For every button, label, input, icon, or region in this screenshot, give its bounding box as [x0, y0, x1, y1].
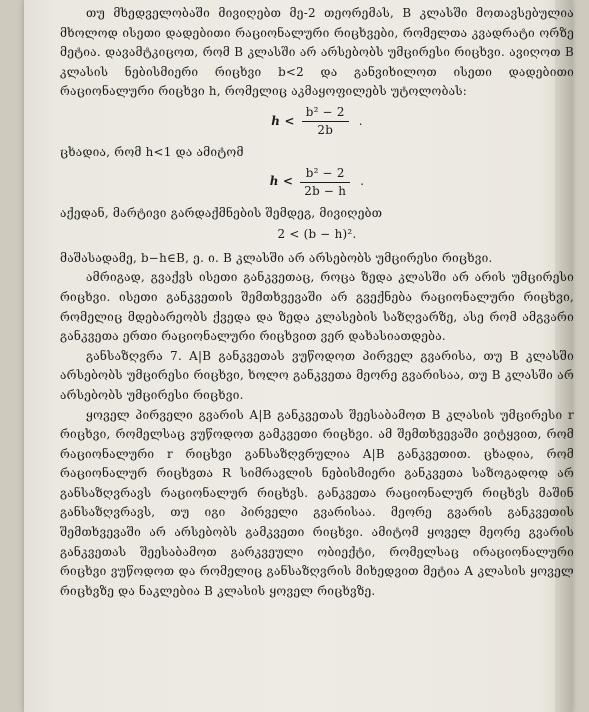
paragraph-1: თუ მხედველობაში მივიღებთ მე-2 თეორემას, B კლასში მოთავსებულია მხოლოდ ისეთი დადებითი რაციონალური რიცხვები, რომელთა კვადრატი ორზე მეტია. დავამტკიცოთ, რომ B კლასში არ არსებობს უმცირესი რიცხვი. ავიღოთ B კლასის ნებისმიერი რიცხვი b<2 და განვიხილოთ ისეთი დადებითი რაციონალური რიცხვი h, რომელიც აკმაყოფილებს უტოლობას: [60, 6, 574, 99]
formula-1-period: . [358, 113, 363, 128]
formula-1-lhs: h < [271, 113, 295, 128]
formula-2 [60, 165, 574, 200]
fraction-2 [300, 165, 350, 200]
definition-7: განსაზღვრა 7. A|B განკვეთას ვუწოდოთ პირველ გვარისა, თუ B კლასში არსებობს უმცირესი რიცხვი, ხოლო განკვეთა მეორე გვარისაა, თუ B კლასში არ არსებობს უმცირესი რიცხვი. [60, 348, 574, 402]
formula-2-lhs: h < [269, 174, 294, 189]
page-text [60, 4, 574, 601]
paragraph-3: აქედან, მარტივი გარდაქმნების შემდეგ, მივიღებთ [60, 205, 383, 220]
fraction-1-denominator: 2b [317, 122, 334, 137]
fraction-2-denominator: 2b − h [304, 183, 347, 198]
paragraph-2: ცხადია, რომ h<1 და ამიტომ [60, 144, 244, 159]
paragraph-5: ამრიგად, გვაქვს ისეთი განკვეთაც, როცა ზედა კლასში არ არის უმცირესი რიცხვი. ისეთი განკვეთის შემთხვევაში არ გვექნება რაციონალური რიცხვი, რომელიც მდებარეობს ქვედა და ზედა კლასების საზღვარზე, ასე რომ ამგვარი განკვეთა ერთი რაციონალური რიცხვით ვერ დახასიათდება. [60, 270, 574, 344]
fraction-1 [302, 104, 349, 139]
book-page [24, 0, 572, 712]
paragraph-7: ყოველ პირველი გვარის A|B განკვეთას შეესაბამოთ B კლასის უმცირესი r რიცხვი, რომელსაც ვუწოდოთ გამკვეთი რიცხვი. ამ შემთხვევაში ვიტყვით, რომ რაციონალური r რიცხვი განსაზღვრულია A|B განკვეთით. ცხადია, რომ რაციონალურ რიცხვთა R სიმრავლის ნებისმიერი განკვეთა საზოგადოდ არ განსაზღვრავს რაციონალურ რიცხვს. განკვეთა რაციონალურ რიცხვს მაშინ განსაზღვრავს, თუ იგი პირველი გვარისაა. მეორე გვარის განკვეთის შემთხვევაში არ არსებობს გამკვეთი რიცხვი. ამიტომ ყოველ მეორე გვარის განკვეთას შეესაბამოთ გარკვეული ობიექტი, რომელსაც ირაციონალური რიცხვი ვუწოდოთ და რომელიც განსაზღვრის მიხედვით მეტია A კლასის ყოველ რიცხვზე და ნაკლებია B კლასის ყოველ რიცხვზე. [60, 407, 574, 598]
fraction-1-numerator: b² − 2 [302, 104, 349, 122]
formula-2-period: . [360, 174, 365, 189]
formula-3: 2 < (b − h)². [277, 227, 357, 242]
formula-1 [60, 104, 574, 139]
paragraph-4: მაშასადამე, b−h∈B, ე. ი. B კლასში არ არსებობს უმცირესი რიცხვი. [60, 250, 493, 265]
fraction-2-numerator: b² − 2 [300, 165, 350, 183]
